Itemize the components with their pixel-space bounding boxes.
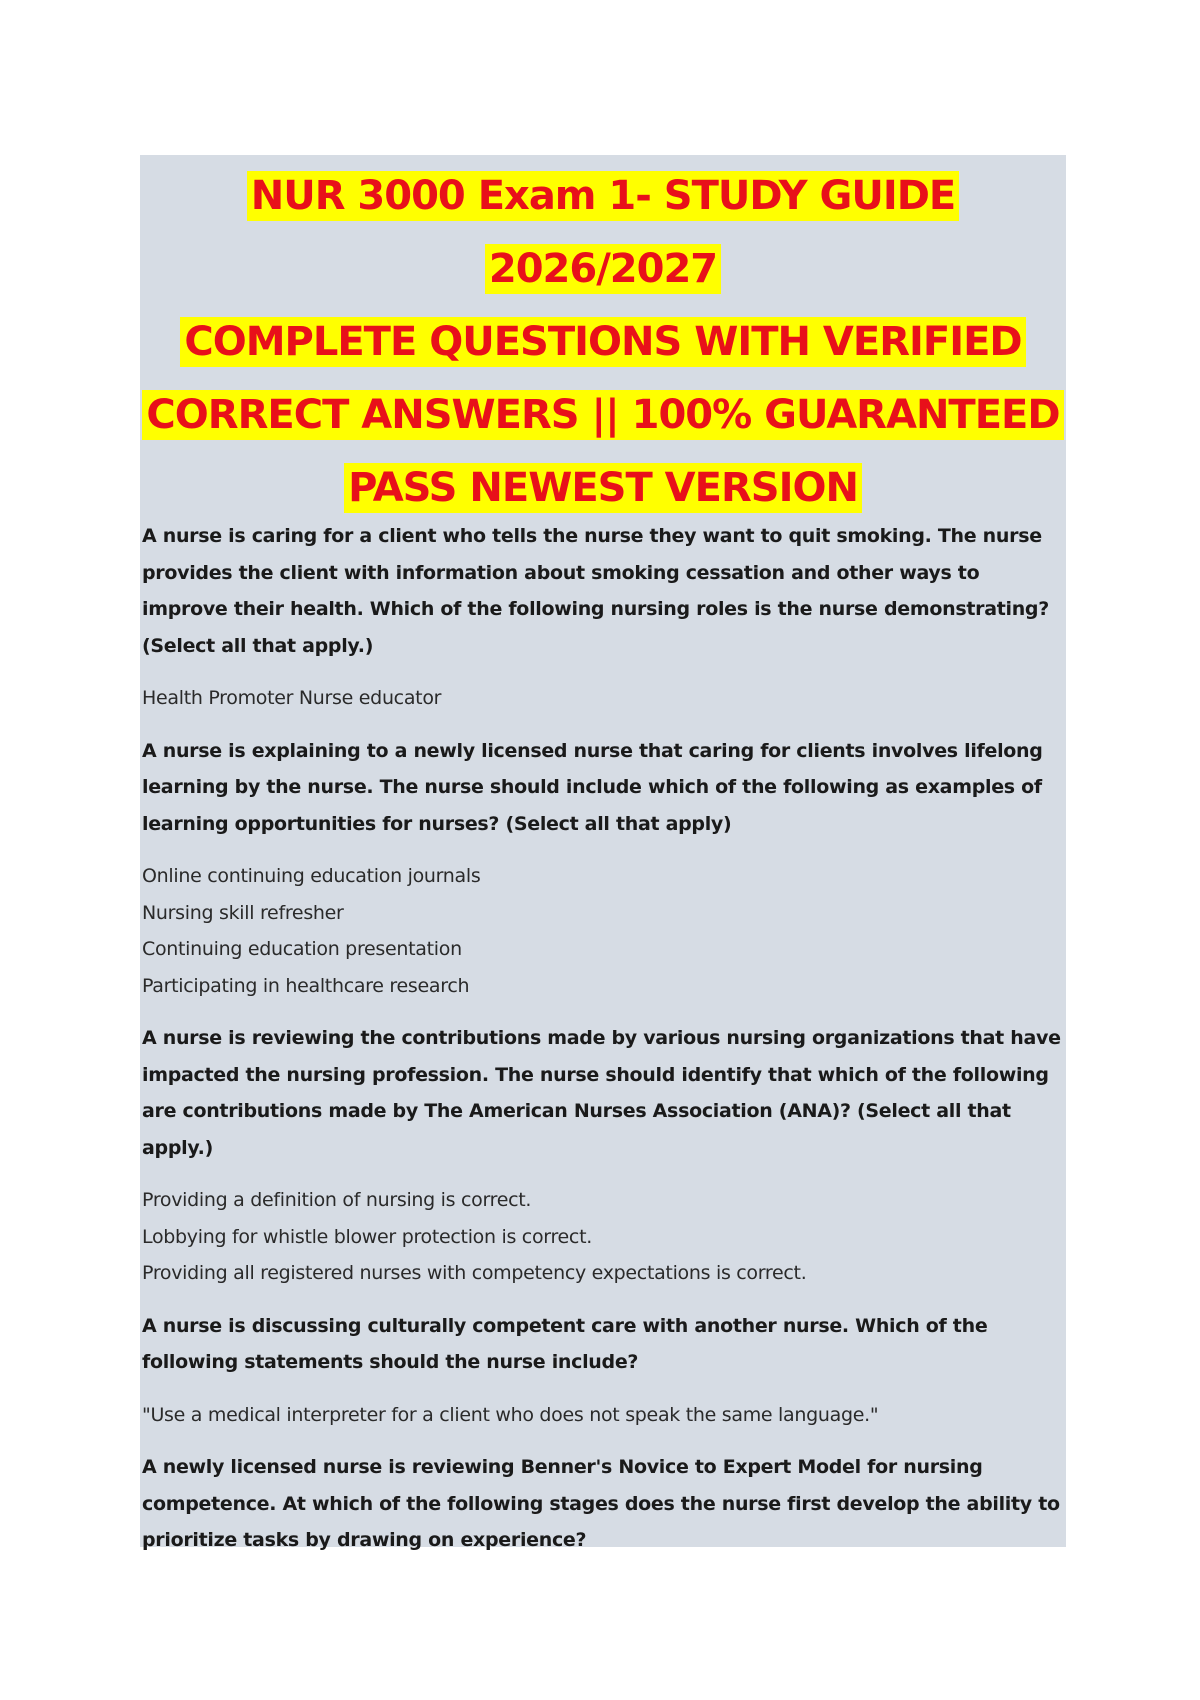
qa-content (142, 518, 1066, 1575)
answer-block (142, 1397, 1066, 1434)
answer-text: "Use a medical interpreter for a client who does not speak the same language." (142, 1403, 879, 1426)
question-text: A nurse is discussing culturally competent care with another nurse. Which of the following statements should the nurse include? (142, 1314, 988, 1373)
question-text: A nurse is explaining to a newly licensed nurse that caring for clients involves lifelong learning by the nurse. The nurse should include which of the following as examples of learning opportunities for nurses? (Select all that apply) (142, 739, 1043, 835)
title-line: COMPLETE QUESTIONS WITH VERIFIED (140, 306, 1066, 379)
title-line: NUR 3000 Exam 1- STUDY GUIDE 2026/2027 (140, 160, 1066, 306)
question-text: A newly licensed nurse is reviewing Benner's Novice to Expert Model for nursing competence. At which of the following stages does the nurse first develop the ability to prioritize tasks by drawing on experience? (142, 1456, 1060, 1551)
question-text: A nurse is reviewing the contributions made by various nursing organizations that have impacted the nursing profession. The nurse should identify that which of the following are contributions made by The American Nurses Association (ANA)? (Select all that apply.) (142, 1027, 1061, 1159)
answer-text: Providing all registered nurses with competency expectations is correct. (142, 1262, 807, 1284)
title-line: CORRECT ANSWERS || 100% GUARANTEED (140, 379, 1066, 452)
answer-block (142, 1182, 1066, 1292)
question-text: A nurse is caring for a client who tells the nurse they want to quit smoking. The nurse provides the client with information about smoking cessation and other ways to improve their health. Which of the following nursing roles is the nurse demonstrating? (Select all that apply.) (142, 525, 1049, 657)
answer-text: Nursing skill refresher (142, 901, 344, 924)
answer-text: Providing a definition of nursing is correct. (142, 1189, 532, 1211)
answer-text: Continuing education presentation (142, 938, 462, 960)
document-title (140, 160, 1066, 525)
answer-block (142, 680, 1066, 717)
answer-block (142, 858, 1066, 1004)
title-line: PASS NEWEST VERSION (140, 452, 1066, 525)
answer-text: Online continuing education journals (142, 865, 481, 887)
answer-text: Lobbying for whistle blower protection is correct. (142, 1225, 592, 1248)
answer-text: Health Promoter Nurse educator (142, 687, 442, 709)
answer-text: Participating in healthcare research (142, 974, 470, 997)
